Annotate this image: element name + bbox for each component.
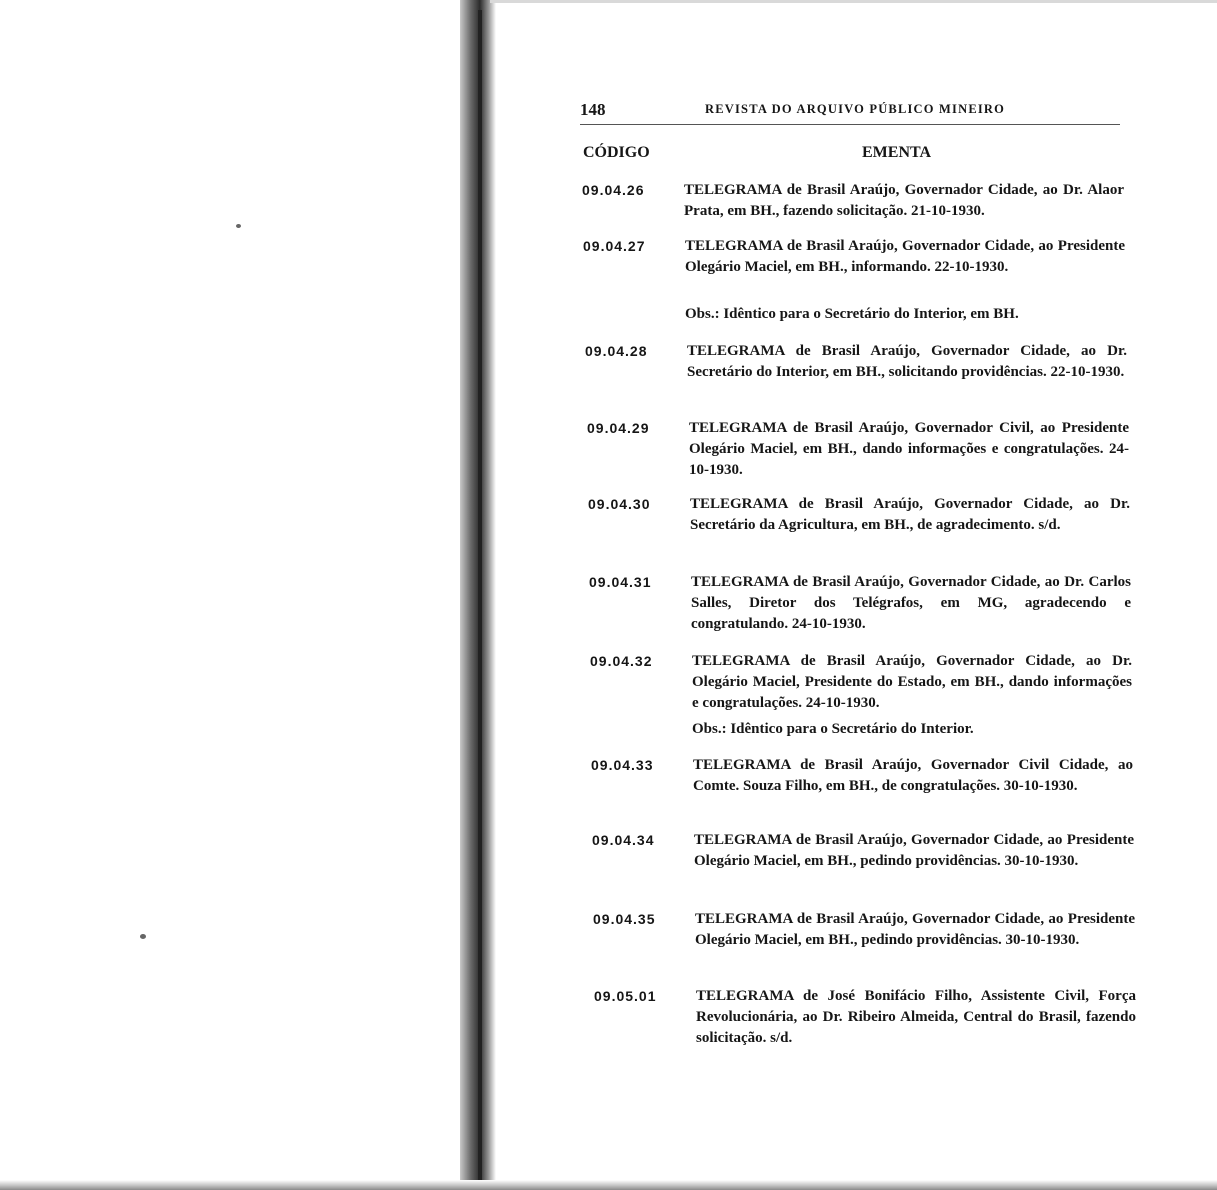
entry-summary: TELEGRAMA de Brasil Araújo, Governador Cidade, ao Dr. Alaor Prata, em BH., fazendo solicitação. 21-10-1930.: [684, 182, 1124, 219]
page-number: 148: [580, 100, 606, 119]
entry-summary: TELEGRAMA de José Bonifácio Filho, Assistente Civil, Força Revolucionária, ao Dr. Ribeiro Almeida, Central do Brasil, fazendo solicitação. s/d.: [696, 988, 1136, 1046]
book-gutter-line: [478, 10, 482, 1180]
journal-title: REVISTA DO ARQUIVO PÚBLICO MINEIRO: [705, 102, 1006, 116]
dust-speck: [140, 934, 146, 939]
entry-code: 09.05.01: [594, 988, 657, 1004]
entry-code: 09.04.29: [587, 420, 650, 436]
column-header-codigo: CÓDIGO: [583, 144, 650, 161]
entry-code: 09.04.30: [588, 496, 651, 512]
running-header: [580, 98, 1120, 125]
entry-summary: TELEGRAMA de Brasil Araújo, Governador Cidade, ao Dr. Olegário Maciel, Presidente do Estado, em BH., dando informações e congratulações. 24-10-1930.: [692, 653, 1132, 711]
column-header-ementa: EMENTA: [862, 144, 932, 161]
dust-speck: [236, 224, 241, 228]
entry-summary: TELEGRAMA de Brasil Araújo, Governador Civil, ao Presidente Olegário Maciel, em BH., dando informações e congratulações. 24-10-1930.: [689, 420, 1129, 478]
entry-summary: TELEGRAMA de Brasil Araújo, Governador Cidade, ao Dr. Secretário da Agricultura, em BH., de agradecimento. s/d.: [690, 496, 1130, 533]
entry-summary: TELEGRAMA de Brasil Araújo, Governador Cidade, ao Presidente Olegário Maciel, em BH., pedindo providências. 30-10-1930.: [694, 832, 1134, 869]
entry-code: 09.04.35: [593, 911, 656, 927]
entry-summary: TELEGRAMA de Brasil Araújo, Governador Cidade, ao Presidente Olegário Maciel, em BH., informando. 22-10-1930.: [685, 238, 1125, 275]
entry-observation: Obs.: Idêntico para o Secretário do Interior, em BH.: [685, 306, 1019, 322]
entry-code: 09.04.26: [582, 182, 645, 198]
page-top-edge: [490, 0, 1217, 3]
entry-summary: TELEGRAMA de Brasil Araújo, Governador Cidade, ao Dr. Secretário do Interior, em BH., solicitando providências. 22-10-1930.: [687, 343, 1127, 380]
entry-summary: TELEGRAMA de Brasil Araújo, Governador Cidade, ao Dr. Carlos Salles, Diretor dos Telégrafos, em MG, agradecendo e congratulando. 24-10-1930.: [691, 574, 1131, 632]
entry-code: 09.04.31: [589, 574, 652, 590]
entry-observation: Obs.: Idêntico para o Secretário do Interior.: [692, 721, 974, 737]
entry-code: 09.04.27: [583, 238, 646, 254]
entry-summary: TELEGRAMA de Brasil Araújo, Governador Civil Cidade, ao Comte. Souza Filho, em BH., de congratulações. 30-10-1930.: [693, 757, 1133, 794]
entry-summary: TELEGRAMA de Brasil Araújo, Governador Cidade, ao Presidente Olegário Maciel, em BH., pedindo providências. 30-10-1930.: [695, 911, 1135, 948]
entry-code: 09.04.33: [591, 757, 654, 773]
entry-code: 09.04.28: [585, 343, 648, 359]
page-bottom-edge: [0, 1180, 1217, 1190]
entry-code: 09.04.34: [592, 832, 655, 848]
entry-code: 09.04.32: [590, 653, 653, 669]
